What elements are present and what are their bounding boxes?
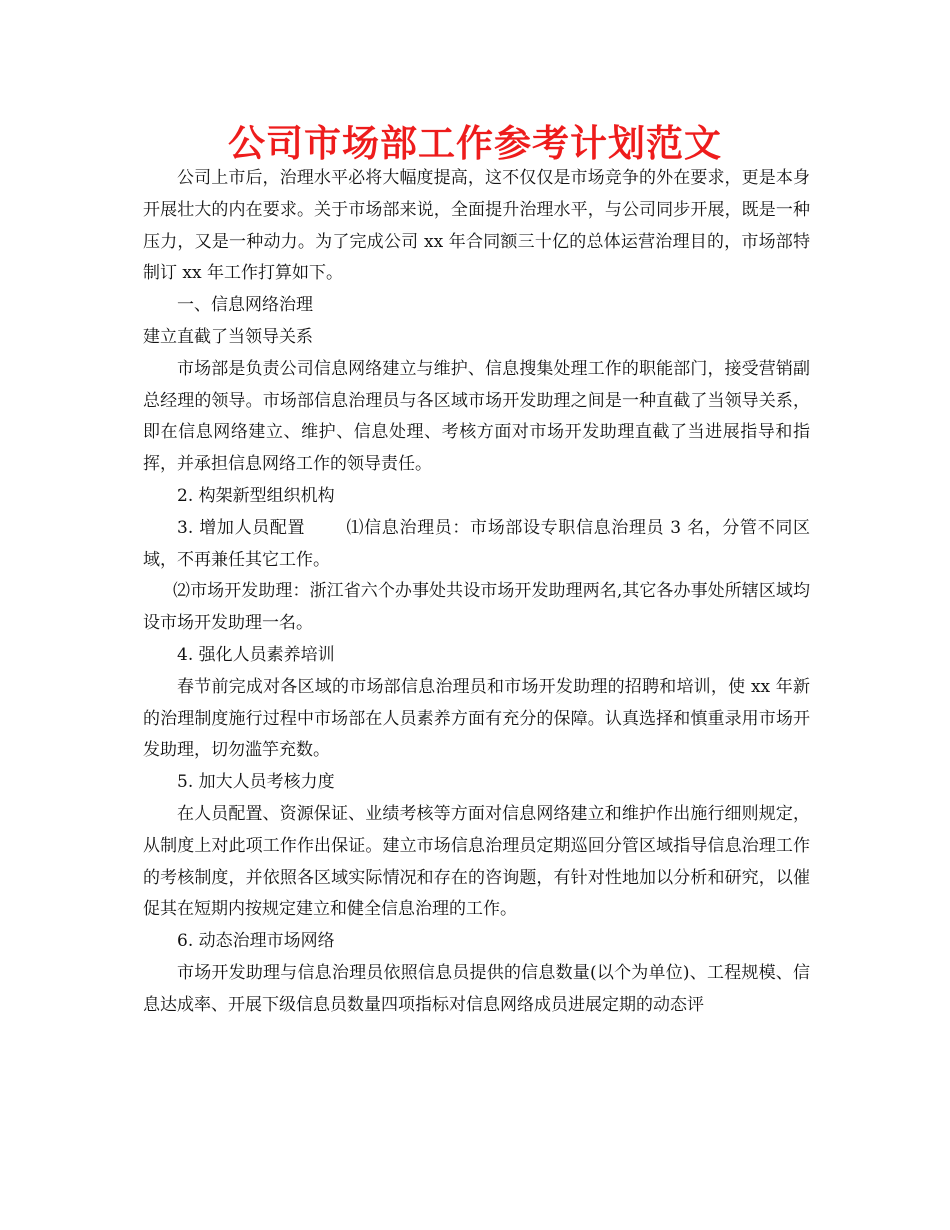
paragraph-assessment: 在人员配置、资源保证、业绩考核等方面对信息网络建立和维护作出施行细则规定，从制度上对此项工作作出保证。建立市场信息治理员定期巡回分管区域指导信息治理工作的考核制度，并依照各区域实际情况和存在的咨询题，有针对性地加以分析和研究，以催促其在短期内按规定建立和健全信息治理的工作。: [143, 803, 810, 920]
paragraph-market-assistant: ⑵市场开发助理：浙江省六个办事处共设市场开发助理两名,其它各办事处所辖区域均设市场开发助理一名。: [143, 581, 810, 634]
item-4-heading: 4. 强化人员素养培训: [177, 644, 335, 665]
paragraph-dynamic-management: 市场开发助理与信息治理员依照信息员提供的信息数量(以个为单位)、工程规模、信息达成率、开展下级信息员数量四项指标对信息网络成员进展定期的动态评: [143, 962, 810, 1015]
item-6-heading: 6. 动态治理市场网络: [177, 931, 335, 952]
item-2-heading: 2. 构架新型组织机构: [177, 485, 335, 506]
document-title: 公司市场部工作参考计划范文: [228, 122, 722, 165]
document-body: [143, 163, 810, 1022]
subheading-leadership: 建立直截了当领导关系: [143, 326, 313, 347]
paragraph-training: 春节前完成对各区域的市场部信息治理员和市场开发助理的招聘和培训，使 xx 年新的治理制度施行过程中市场部在人员素养方面有充分的保障。认真选择和慎重录用市场开发助理，切勿滥竽充数。: [143, 676, 810, 761]
paragraph-market-dept: 市场部是负责公司信息网络建立与维护、信息搜集处理工作的职能部门，接受营销副总经理的领导。市场部信息治理员与各区域市场开发助理之间是一种直截了当领导关系，即在信息网络建立、维护、信息处理、考核方面对市场开发助理直截了当进展指导和指挥，并承担信息网络工作的领导责任。: [143, 358, 810, 475]
item-5-heading: 5. 加大人员考核力度: [177, 772, 335, 793]
paragraph-intro: 公司上市后，治理水平必将大幅度提高，这不仅仅是市场竞争的外在要求，更是本身开展壮大的内在要求。关于市场部来说，全面提升治理水平，与公司同步开展，既是一种压力，又是一种动力。为了完成公司 xx 年合同额三十亿的总体运营治理目的，市场部特制订 xx 年工作打算如下。: [143, 168, 810, 284]
item-3-paragraph: 3. 增加人员配置 ⑴信息治理员：市场部设专职信息治理员 3 名，分管不同区域，不再兼任其它工作。: [143, 517, 810, 570]
section-heading-1: 一、信息网络治理: [177, 295, 313, 316]
